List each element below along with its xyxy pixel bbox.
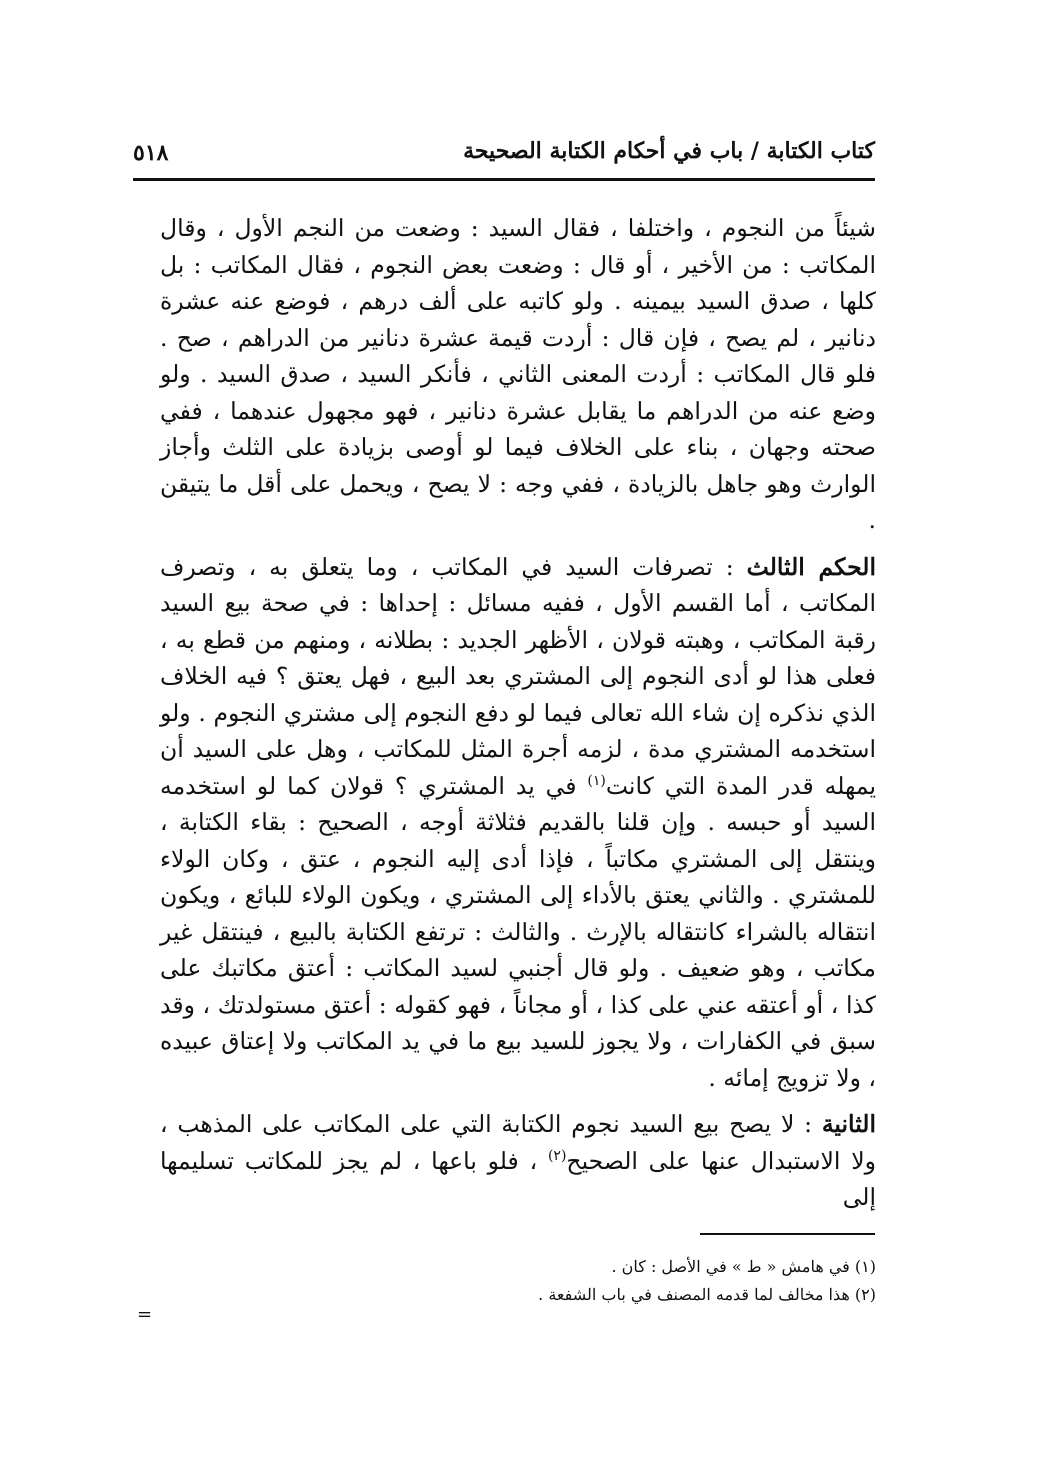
section-heading: الثانية <box>821 1110 876 1138</box>
footnote-ref-1[interactable]: (١) <box>587 772 606 789</box>
footnote-2: (٢) هذا مخالف لما قدمه المصنف في باب الشفعة . <box>538 1285 876 1304</box>
main-text <box>160 210 876 1216</box>
paragraph-text: شيئاً من النجوم ، واختلفا ، فقال السيد : وضعت من النجم الأول ، وقال المكاتب : من الأخير ، أو قال : وضعت بعض النجوم ، فقال المكاتب : بل كلها ، صدق السيد بيمينه . ولو كاتبه على ألف درهم ، فوضع عنه عشرة دنانير ، لم يصح ، فإن قال : أردت قيمة عشرة دنانير من الدراهم ، صح . فلو قال المكاتب : أردت المعنى الثاني ، فأنكر السيد ، صدق السيد . ولو وضع عنه من الدراهم ما يقابل عشرة دنانير ، فهو مجهول عندهما ، ففي صحته وجهان ، بناء على الخلاف فيما لو أوصى بزيادة على الثلث وأجاز الوارث وهو جاهل بالزيادة ، ففي وجه : لا يصح ، ويحمل على أقل ما يتيقن . <box>160 214 876 534</box>
footnote-1: (١) في هامش « ط » في الأصل : كان . <box>611 1257 876 1276</box>
paragraph-3 <box>160 1106 876 1216</box>
footnote-divider <box>700 1233 875 1235</box>
footnotes <box>400 1253 876 1309</box>
section-heading: الحكم الثالث <box>746 552 876 581</box>
page-number: ٥١٨ <box>133 140 169 166</box>
header-rule <box>133 178 875 181</box>
margin-mark: = <box>137 1304 153 1325</box>
paragraph-text: : تصرفات السيد في المكاتب ، وما يتعلق به ، وتصرف المكاتب ، أما القسم الأول ، ففيه مسائل : إحداها : في صحة بيع السيد رقبة المكاتب ، وهبته قولان ، الأظهر الجديد : بطلانه ، ومنهم من قطع به ، فعلى هذا لو أدى النجوم إلى المشتري بعد البيع ، فهل يعتق ؟ فيه الخلاف الذي نذكره إن شاء الله تعالى فيما لو دفع النجوم إلى مشتري النجوم . ولو استخدمه المشتري مدة ، لزمه أجرة المثل للمكاتب ، وهل على السيد أن يمهله قدر المدة التي كانت <box>160 552 876 800</box>
paragraph-text: : لا يصح بيع السيد نجوم الكتابة التي على المكاتب على المذهب ، ولا الاستبدال عنها على الصحيح <box>160 1110 876 1175</box>
paragraph-1 <box>160 210 876 539</box>
header-title: كتاب الكتابة / باب في أحكام الكتابة الصحيحة <box>463 138 875 164</box>
paragraph-text-cont: في يد المشتري ؟ قولان كما لو استخدمه السيد أو حبسه . وإن قلنا بالقديم فثلاثة أوجه ، الصحيح : بقاء الكتابة ، وينتقل إلى المشتري مكاتباً ، فإذا أدى إليه النجوم ، عتق ، وكان الولاء للمشتري . والثاني يعتق بالأداء إلى المشتري ، ويكون الولاء للبائع ، ويكون انتقاله بالشراء كانتقاله بالإرث . والثالث : ترتفع الكتابة بالبيع ، فينتقل غير مكاتب ، وهو ضعيف . ولو قال أجنبي لسيد المكاتب : أعتق مكاتبك على كذا ، أو أعتقه عني على كذا ، أو مجاناً ، فهو كقوله : أعتق مستولدتك ، وقد سبق في الكفارات ، ولا يجوز للسيد بيع ما في يد المكاتب ولا إعتاق عبيده ، ولا تزويج إمائه . <box>160 771 876 1092</box>
paragraph-2 <box>160 549 876 1097</box>
footnote-ref-2[interactable]: (٢) <box>547 1147 567 1164</box>
paragraph-text-cont: ، فلو باعها ، لم يجز للمكاتب تسليمها إلى <box>160 1146 876 1211</box>
running-header <box>133 138 875 174</box>
